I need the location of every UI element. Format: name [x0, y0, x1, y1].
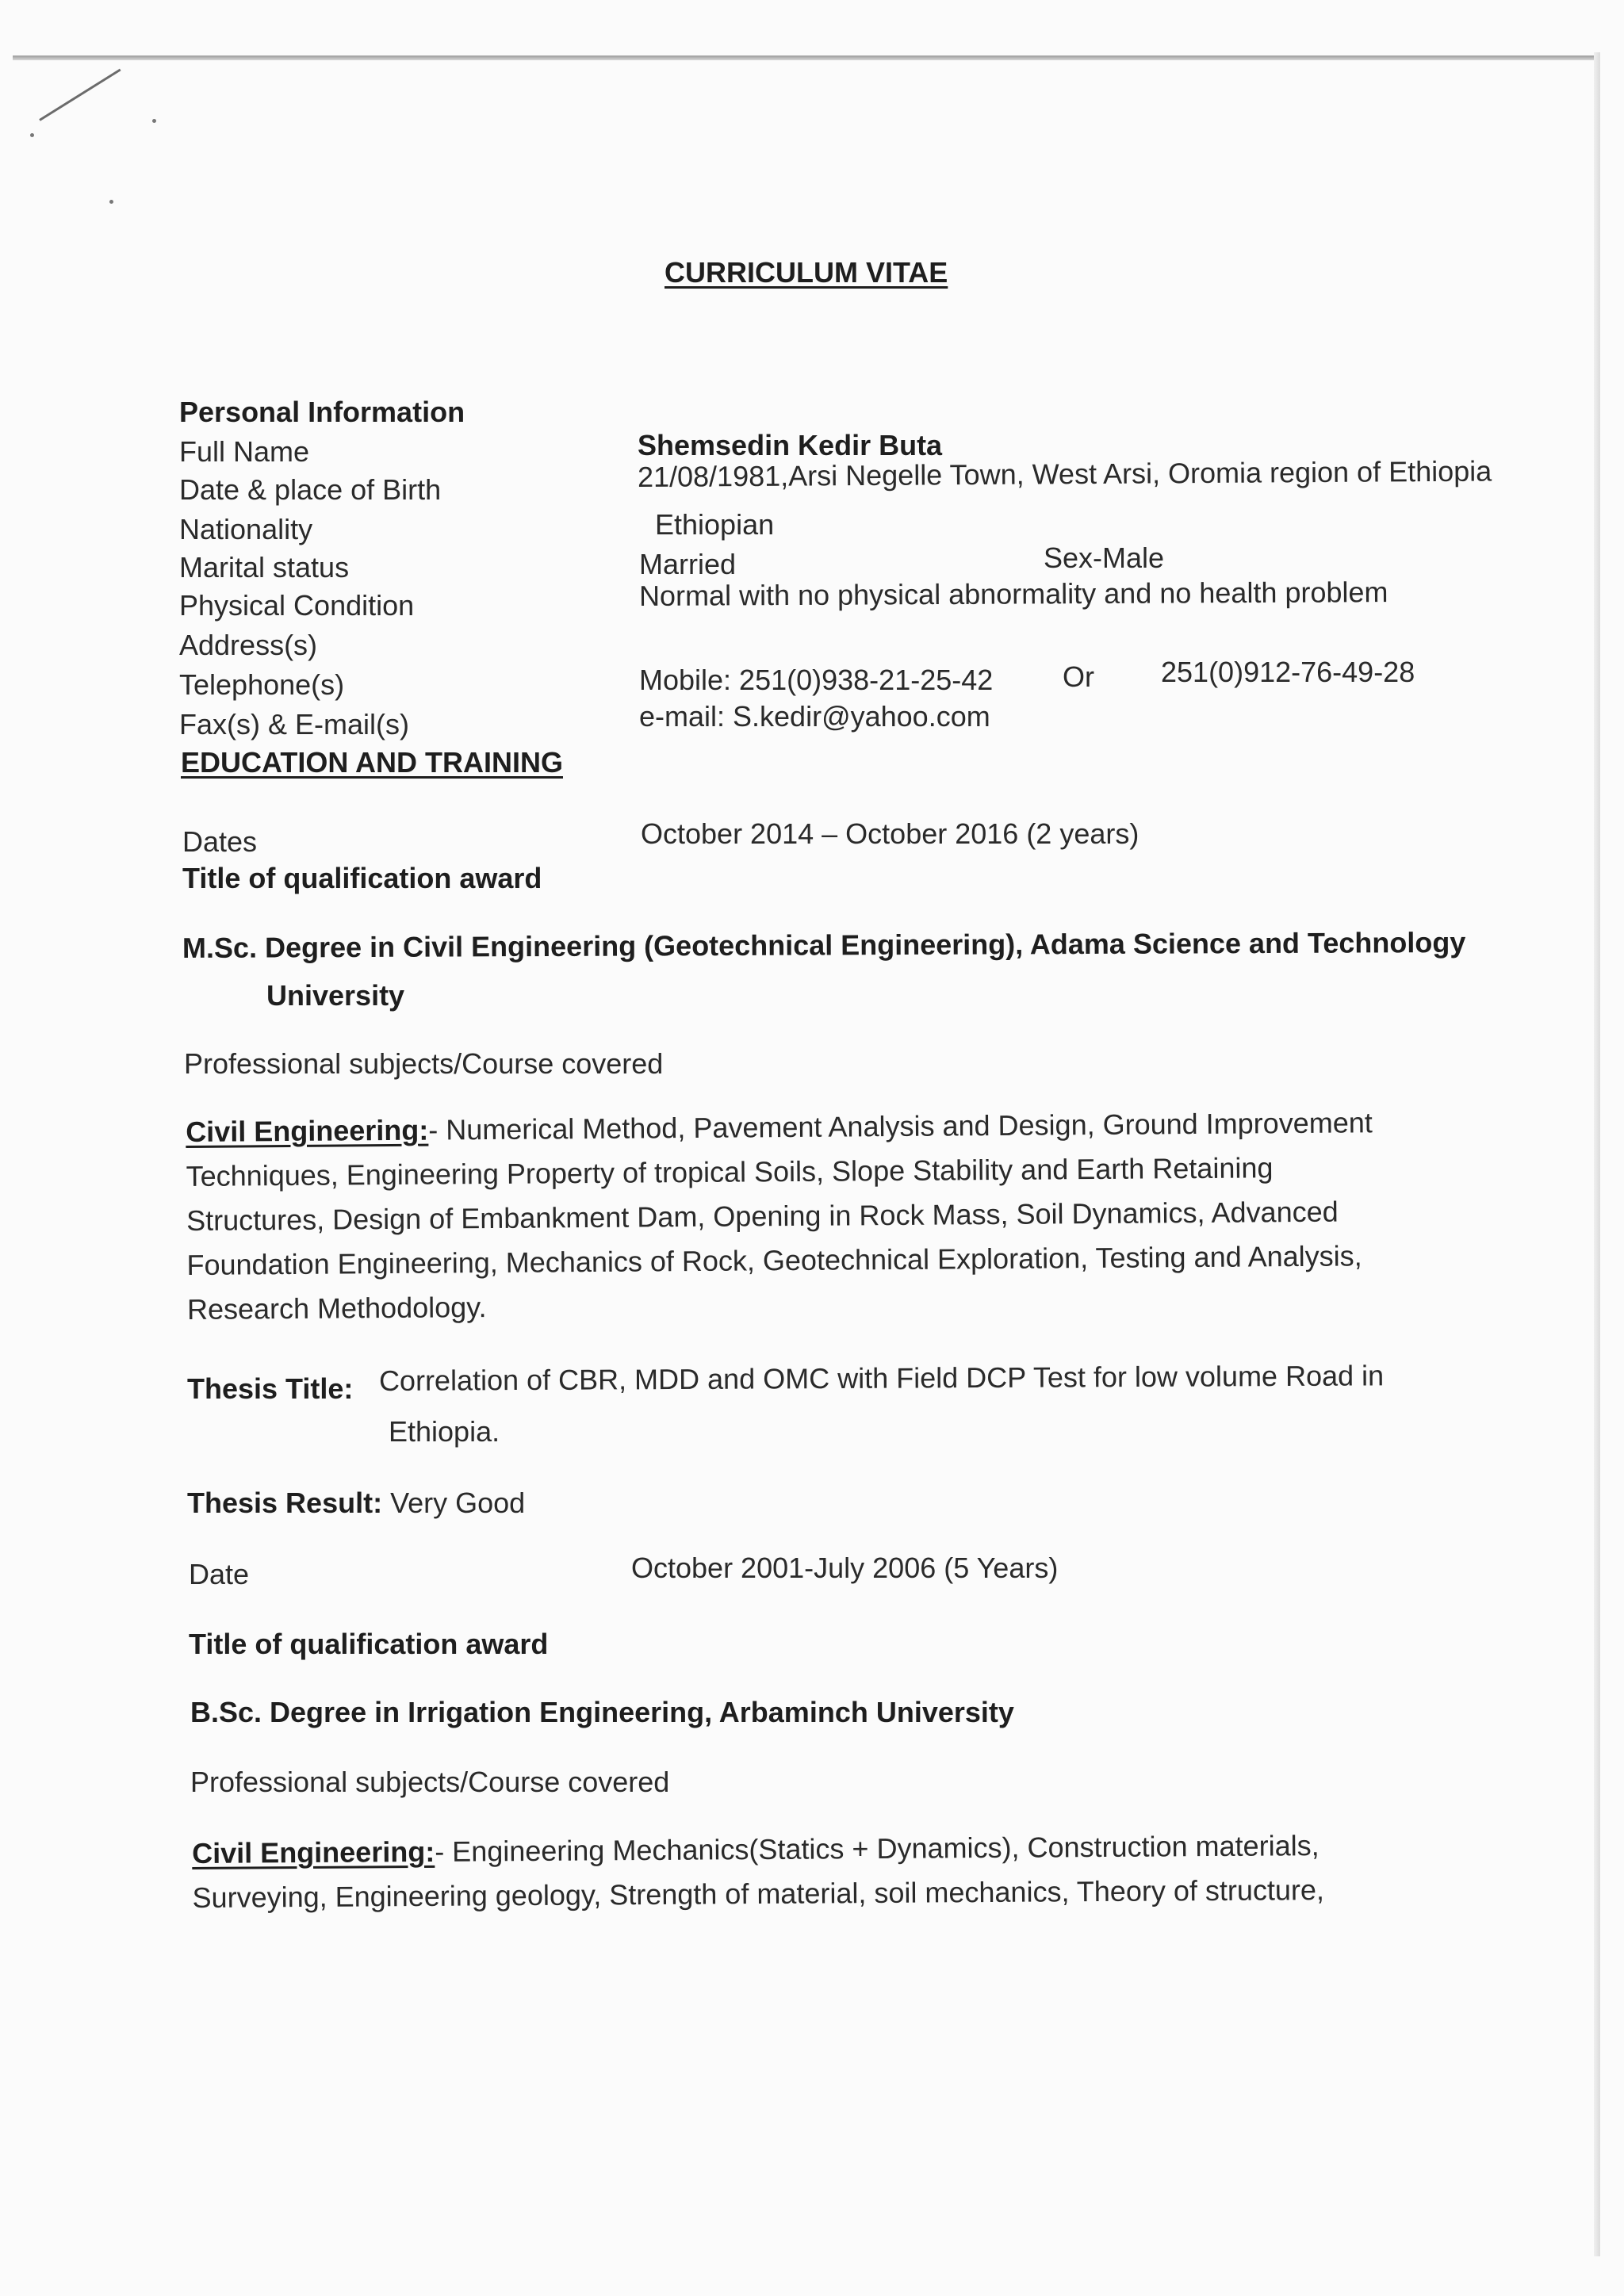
msc-subjects-label: Professional subjects/Course covered — [184, 1047, 664, 1080]
scan-speck — [30, 133, 34, 137]
bsc-date-label: Date — [189, 1558, 250, 1590]
msc-degree: M.Sc. Degree in Civil Engineering (Geotechnical Engineering), Adama Science and Technology — [182, 925, 1466, 964]
thesis-result-label: Thesis Result: — [187, 1487, 383, 1519]
msc-qual-label: Title of qualification award — [182, 862, 542, 894]
bsc-date-value: October 2001-July 2006 (5 Years) — [631, 1552, 1059, 1584]
birth-value: 21/08/1981,Arsi Negelle Town, West Arsi, Oromia region of Ethiopia — [637, 454, 1492, 493]
education-heading: EDUCATION AND TRAINING — [181, 746, 563, 779]
course-line: Foundation Engineering, Mechanics of Rock, Geotechnical Exploration, Testing and Analysis, — [186, 1239, 1362, 1281]
bsc-degree: B.Sc. Degree in Irrigation Engineering, Arbaminch University — [190, 1696, 1014, 1728]
course-line: Civil Engineering:- Numerical Method, Pavement Analysis and Design, Ground Improvement — [186, 1106, 1373, 1148]
physical-condition-value: Normal with no physical abnormality and no health problem — [638, 576, 1388, 612]
sex-value: Sex-Male — [1044, 541, 1165, 574]
personal-info-heading: Personal Information — [179, 396, 465, 428]
bsc-subjects-label: Professional subjects/Course covered — [190, 1766, 670, 1798]
full-name-value: Shemsedin Kedir Buta — [638, 429, 943, 461]
marital-status-label: Marital status — [179, 551, 350, 584]
course-line: Research Methodology. — [186, 1291, 487, 1326]
scan-speck — [109, 200, 113, 204]
page-right-edge — [1594, 52, 1600, 2256]
physical-condition-label: Physical Condition — [179, 589, 415, 622]
bsc-course-block — [192, 1823, 1324, 1920]
thesis-result-value: Very Good — [382, 1487, 526, 1519]
email-value: e-mail: S.kedir@yahoo.com — [639, 700, 990, 733]
phone-or: Or — [1063, 660, 1094, 693]
page-top-edge — [13, 55, 1594, 60]
course-line: Civil Engineering:- Engineering Mechanics(Statics + Dynamics), Construction materials, — [192, 1829, 1320, 1869]
nationality-label: Nationality — [179, 513, 313, 545]
birth-label: Date & place of Birth — [179, 473, 442, 506]
nationality-value: Ethiopian — [655, 508, 775, 541]
marital-status-value: Married — [639, 548, 737, 580]
course-label: Civil Engineering: — [192, 1835, 435, 1869]
full-name-label: Full Name — [179, 435, 310, 468]
course-line: Techniques, Engineering Property of tropical Soils, Slope Stability and Earth Retaining — [186, 1151, 1274, 1192]
course-line: Structures, Design of Embankment Dam, Opening in Rock Mass, Soil Dynamics, Advanced — [186, 1195, 1339, 1237]
telephone-label: Telephone(s) — [179, 668, 345, 701]
scan-speck — [152, 119, 156, 123]
document-title: CURRICULUM VITAE — [665, 256, 948, 289]
thesis-title-cont: Ethiopia. — [389, 1415, 500, 1448]
address-label: Address(s) — [179, 629, 318, 661]
fax-email-label: Fax(s) & E-mail(s) — [179, 708, 409, 740]
mobile-alt-value: 251(0)912-76-49-28 — [1161, 656, 1415, 688]
thesis-result — [187, 1484, 525, 1522]
msc-dates-value: October 2014 – October 2016 (2 years) — [641, 817, 1139, 850]
course-label: Civil Engineering: — [186, 1113, 429, 1148]
bsc-qual-label: Title of qualification award — [189, 1628, 549, 1660]
msc-course-block — [186, 1100, 1374, 1332]
thesis-title-value: Correlation of CBR, MDD and OMC with Field DCP Test for low volume Road in — [378, 1359, 1385, 1397]
course-line: Surveying, Engineering geology, Strength of material, soil mechanics, Theory of structure, — [192, 1873, 1325, 1914]
msc-degree-cont: University — [266, 979, 405, 1012]
msc-dates-label: Dates — [182, 825, 258, 858]
pen-mark — [39, 69, 121, 121]
thesis-title-label: Thesis Title: — [187, 1372, 354, 1405]
mobile-value: Mobile: 251(0)938-21-25-42 — [639, 664, 994, 696]
